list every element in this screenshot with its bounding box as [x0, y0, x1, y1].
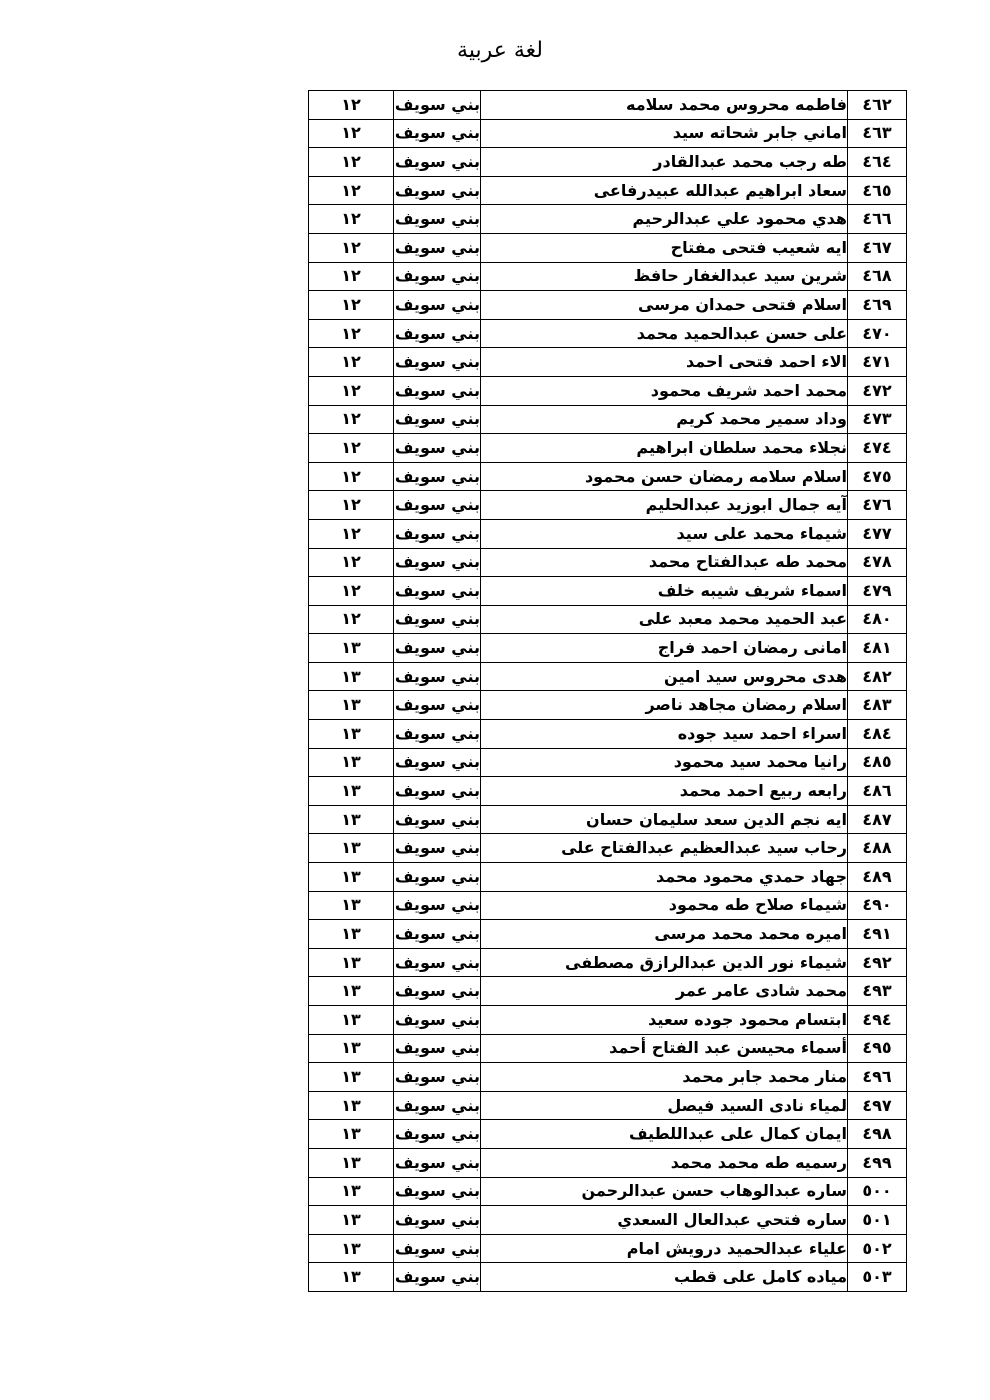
table-row [309, 434, 907, 463]
table-row [309, 634, 907, 663]
city-name: بني سويف [394, 691, 481, 720]
city-name: بني سويف [394, 233, 481, 262]
table-row [309, 977, 907, 1006]
row-number: ٤٧٠ [848, 319, 907, 348]
city-name: بني سويف [394, 91, 481, 120]
group-number: ١٢ [309, 291, 394, 320]
row-number: ٤٨٥ [848, 748, 907, 777]
group-number: ١٣ [309, 834, 394, 863]
group-number: ١٣ [309, 1234, 394, 1263]
group-number: ١٢ [309, 434, 394, 463]
row-number: ٤٩٣ [848, 977, 907, 1006]
city-name: بني سويف [394, 977, 481, 1006]
row-number: ٤٨٩ [848, 863, 907, 892]
group-number: ١٢ [309, 348, 394, 377]
row-number: ٤٧٧ [848, 519, 907, 548]
student-name: اسلام رمضان مجاهد ناصر [481, 691, 848, 720]
group-number: ١٢ [309, 462, 394, 491]
table-row [309, 319, 907, 348]
row-number: ٤٩٩ [848, 1148, 907, 1177]
table-row [309, 605, 907, 634]
group-number: ١٢ [309, 376, 394, 405]
row-number: ٥٠١ [848, 1206, 907, 1235]
group-number: ١٣ [309, 977, 394, 1006]
student-name: امانى رمضان احمد فراج [481, 634, 848, 663]
row-number: ٤٧٤ [848, 434, 907, 463]
table-row [309, 205, 907, 234]
group-number: ١٣ [309, 1177, 394, 1206]
row-number: ٤٦٣ [848, 119, 907, 148]
group-number: ١٢ [309, 91, 394, 120]
group-number: ١٢ [309, 262, 394, 291]
row-number: ٤٧٦ [848, 491, 907, 520]
student-name: اماني جابر شحاته سيد [481, 119, 848, 148]
table-row [309, 548, 907, 577]
row-number: ٤٨٨ [848, 834, 907, 863]
group-number: ١٣ [309, 1006, 394, 1035]
city-name: بني سويف [394, 1263, 481, 1292]
row-number: ٤٦٥ [848, 176, 907, 205]
student-name: ساره عبدالوهاب حسن عبدالرحمن [481, 1177, 848, 1206]
student-name: نجلاء محمد سلطان ابراهيم [481, 434, 848, 463]
row-number: ٤٩٦ [848, 1063, 907, 1092]
group-number: ١٢ [309, 548, 394, 577]
table-row [309, 691, 907, 720]
group-number: ١٣ [309, 1034, 394, 1063]
row-number: ٤٧٥ [848, 462, 907, 491]
group-number: ١٣ [309, 863, 394, 892]
student-name: اسماء شريف شيبه خلف [481, 577, 848, 606]
group-number: ١٣ [309, 920, 394, 949]
student-name: علياء عبدالحميد درويش امام [481, 1234, 848, 1263]
roster-table [308, 90, 907, 1292]
table-row [309, 519, 907, 548]
city-name: بني سويف [394, 291, 481, 320]
row-number: ٤٩٥ [848, 1034, 907, 1063]
table-row [309, 1120, 907, 1149]
row-number: ٥٠٠ [848, 1177, 907, 1206]
group-number: ١٣ [309, 891, 394, 920]
city-name: بني سويف [394, 376, 481, 405]
city-name: بني سويف [394, 805, 481, 834]
table-row [309, 405, 907, 434]
city-name: بني سويف [394, 462, 481, 491]
student-name: لمياء نادى السيد فيصل [481, 1091, 848, 1120]
student-name: على حسن عبدالحميد محمد [481, 319, 848, 348]
city-name: بني سويف [394, 920, 481, 949]
row-number: ٤٨٦ [848, 777, 907, 806]
city-name: بني سويف [394, 662, 481, 691]
row-number: ٤٦٢ [848, 91, 907, 120]
city-name: بني سويف [394, 1234, 481, 1263]
group-number: ١٣ [309, 1148, 394, 1177]
table-row [309, 720, 907, 749]
student-name: ساره فتحي عبدالعال السعدي [481, 1206, 848, 1235]
city-name: بني سويف [394, 948, 481, 977]
group-number: ١٢ [309, 119, 394, 148]
student-name: اسلام فتحى حمدان مرسى [481, 291, 848, 320]
city-name: بني سويف [394, 1148, 481, 1177]
table-row [309, 233, 907, 262]
city-name: بني سويف [394, 148, 481, 177]
student-name: شرين سيد عبدالغفار حافظ [481, 262, 848, 291]
row-number: ٤٩٧ [848, 1091, 907, 1120]
row-number: ٤٦٧ [848, 233, 907, 262]
row-number: ٤٨٢ [848, 662, 907, 691]
city-name: بني سويف [394, 176, 481, 205]
table-row [309, 348, 907, 377]
student-name: أسماء محيسن عبد الفتاح أحمد [481, 1034, 848, 1063]
group-number: ١٣ [309, 1063, 394, 1092]
row-number: ٤٧٨ [848, 548, 907, 577]
group-number: ١٣ [309, 748, 394, 777]
row-number: ٤٨٠ [848, 605, 907, 634]
row-number: ٥٠٢ [848, 1234, 907, 1263]
table-row [309, 662, 907, 691]
student-name: طه رجب محمد عبدالقادر [481, 148, 848, 177]
student-name: جهاد حمدي محمود محمد [481, 863, 848, 892]
city-name: بني سويف [394, 777, 481, 806]
table-row [309, 91, 907, 120]
city-name: بني سويف [394, 605, 481, 634]
table-row [309, 148, 907, 177]
group-number: ١٣ [309, 1120, 394, 1149]
student-name: شيماء صلاح طه محمود [481, 891, 848, 920]
row-number: ٤٦٦ [848, 205, 907, 234]
city-name: بني سويف [394, 319, 481, 348]
student-name: منار محمد جابر محمد [481, 1063, 848, 1092]
student-name: هدي محمود علي عبدالرحيم [481, 205, 848, 234]
city-name: بني سويف [394, 1177, 481, 1206]
student-name: سعاد ابراهيم عبدالله عبيدرفاعى [481, 176, 848, 205]
table-row [309, 577, 907, 606]
group-number: ١٣ [309, 1263, 394, 1292]
student-name: شيماء نور الدين عبدالرازق مصطفى [481, 948, 848, 977]
city-name: بني سويف [394, 634, 481, 663]
city-name: بني سويف [394, 519, 481, 548]
roster-body [309, 91, 907, 1292]
row-number: ٤٧٣ [848, 405, 907, 434]
table-row [309, 462, 907, 491]
table-row [309, 176, 907, 205]
row-number: ٤٨٣ [848, 691, 907, 720]
city-name: بني سويف [394, 834, 481, 863]
table-row [309, 1063, 907, 1092]
table-row [309, 834, 907, 863]
group-number: ١٢ [309, 577, 394, 606]
city-name: بني سويف [394, 748, 481, 777]
group-number: ١٢ [309, 205, 394, 234]
city-name: بني سويف [394, 119, 481, 148]
group-number: ١٣ [309, 805, 394, 834]
row-number: ٤٩١ [848, 920, 907, 949]
row-number: ٤٩٢ [848, 948, 907, 977]
city-name: بني سويف [394, 1063, 481, 1092]
group-number: ١٣ [309, 1206, 394, 1235]
table-row [309, 291, 907, 320]
row-number: ٤٨٧ [848, 805, 907, 834]
city-name: بني سويف [394, 1206, 481, 1235]
table-row [309, 1148, 907, 1177]
city-name: بني سويف [394, 434, 481, 463]
row-number: ٥٠٣ [848, 1263, 907, 1292]
student-name: هدى محروس سيد امين [481, 662, 848, 691]
group-number: ١٣ [309, 1091, 394, 1120]
student-name: ايمان كمال على عبداللطيف [481, 1120, 848, 1149]
table-row [309, 1206, 907, 1235]
city-name: بني سويف [394, 1120, 481, 1149]
student-name: محمد شادى عامر عمر [481, 977, 848, 1006]
row-number: ٤٩٠ [848, 891, 907, 920]
table-row [309, 748, 907, 777]
city-name: بني سويف [394, 720, 481, 749]
student-name: محمد طه عبدالفتاح محمد [481, 548, 848, 577]
student-name: محمد احمد شريف محمود [481, 376, 848, 405]
table-row [309, 1034, 907, 1063]
city-name: بني سويف [394, 405, 481, 434]
group-number: ١٣ [309, 948, 394, 977]
student-name: ايه شعيب فتحى مفتاح [481, 233, 848, 262]
group-number: ١٢ [309, 319, 394, 348]
city-name: بني سويف [394, 891, 481, 920]
student-name: رابعه ربيع احمد محمد [481, 777, 848, 806]
city-name: بني سويف [394, 1091, 481, 1120]
student-name: ابتسام محمود جوده سعيد [481, 1006, 848, 1035]
row-number: ٤٩٨ [848, 1120, 907, 1149]
group-number: ١٣ [309, 662, 394, 691]
city-name: بني سويف [394, 491, 481, 520]
student-name: ايه نجم الدين سعد سليمان حسان [481, 805, 848, 834]
table-row [309, 920, 907, 949]
row-number: ٤٦٤ [848, 148, 907, 177]
row-number: ٤٩٤ [848, 1006, 907, 1035]
student-name: رانيا محمد سيد محمود [481, 748, 848, 777]
page-title: لغة عربية [457, 38, 543, 63]
group-number: ١٢ [309, 405, 394, 434]
table-row [309, 1091, 907, 1120]
student-name: آيه جمال ابوزيد عبدالحليم [481, 491, 848, 520]
student-name: اميره محمد محمد مرسى [481, 920, 848, 949]
table-row [309, 1177, 907, 1206]
table-row [309, 119, 907, 148]
student-name: فاطمه محروس محمد سلامه [481, 91, 848, 120]
row-number: ٤٦٨ [848, 262, 907, 291]
group-number: ١٢ [309, 605, 394, 634]
city-name: بني سويف [394, 548, 481, 577]
student-name: رسميه طه محمد محمد [481, 1148, 848, 1177]
city-name: بني سويف [394, 1006, 481, 1035]
table-row [309, 948, 907, 977]
table-row [309, 805, 907, 834]
row-number: ٤٧١ [848, 348, 907, 377]
city-name: بني سويف [394, 348, 481, 377]
group-number: ١٢ [309, 233, 394, 262]
table-row [309, 891, 907, 920]
city-name: بني سويف [394, 205, 481, 234]
student-name: الاء احمد فتحى احمد [481, 348, 848, 377]
row-number: ٤٦٩ [848, 291, 907, 320]
table-row [309, 376, 907, 405]
row-number: ٤٧٩ [848, 577, 907, 606]
table-row [309, 262, 907, 291]
row-number: ٤٨٤ [848, 720, 907, 749]
group-number: ١٢ [309, 148, 394, 177]
group-number: ١٣ [309, 777, 394, 806]
group-number: ١٣ [309, 691, 394, 720]
row-number: ٤٨١ [848, 634, 907, 663]
student-name: وداد سمير محمد كريم [481, 405, 848, 434]
table-row [309, 491, 907, 520]
student-name: شيماء محمد على سيد [481, 519, 848, 548]
group-number: ١٣ [309, 720, 394, 749]
group-number: ١٢ [309, 491, 394, 520]
table-row [309, 1234, 907, 1263]
table-row [309, 777, 907, 806]
group-number: ١٣ [309, 634, 394, 663]
city-name: بني سويف [394, 863, 481, 892]
student-name: رحاب سيد عبدالعظيم عبدالفتاح على [481, 834, 848, 863]
table-row [309, 1006, 907, 1035]
city-name: بني سويف [394, 577, 481, 606]
city-name: بني سويف [394, 1034, 481, 1063]
student-name: عبد الحميد محمد معبد على [481, 605, 848, 634]
group-number: ١٢ [309, 176, 394, 205]
student-name: اسلام سلامه رمضان حسن محمود [481, 462, 848, 491]
city-name: بني سويف [394, 262, 481, 291]
table-row [309, 863, 907, 892]
table-row [309, 1263, 907, 1292]
group-number: ١٢ [309, 519, 394, 548]
row-number: ٤٧٢ [848, 376, 907, 405]
student-name: مياده كامل على قطب [481, 1263, 848, 1292]
student-name: اسراء احمد سيد جوده [481, 720, 848, 749]
